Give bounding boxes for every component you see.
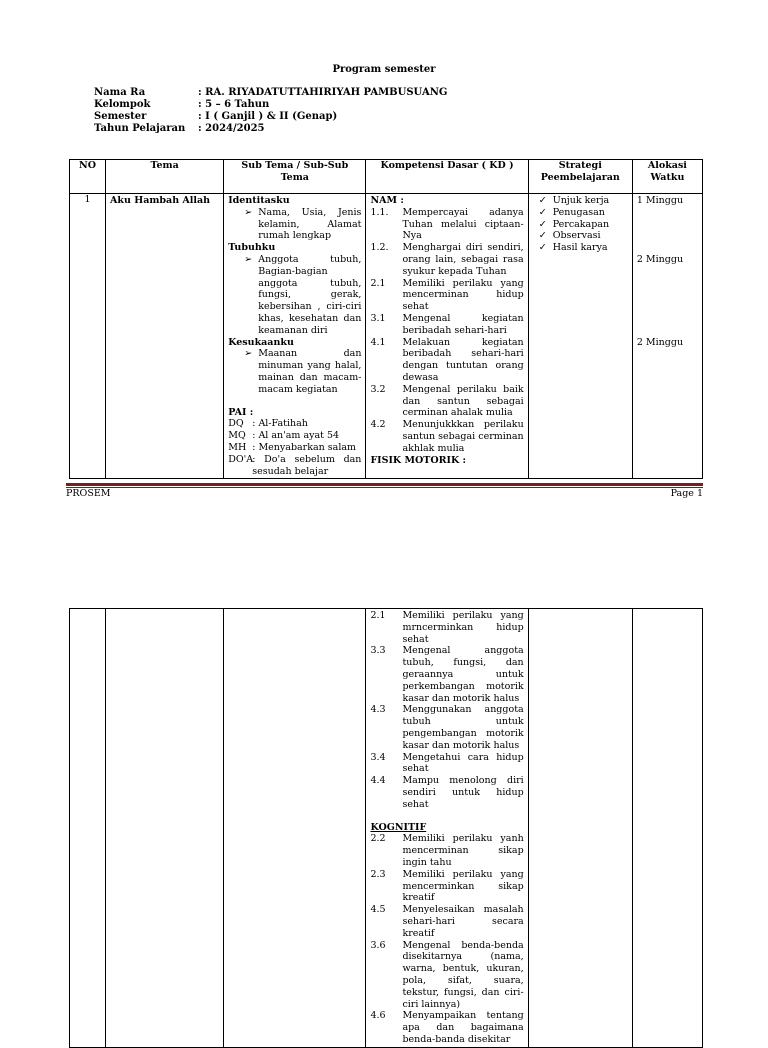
check-icon: ✓ <box>538 206 547 218</box>
document-title: Program semester <box>332 64 436 75</box>
cell-no <box>70 609 106 1048</box>
alokasi-item: 2 Minggu <box>636 254 684 265</box>
info-row-tahun: Tahun Pelajaran : 2024/2025 <box>94 123 265 134</box>
cell-no: 1 <box>70 194 106 479</box>
info-row-nama: Nama Ra : RA. RIYADATUTTAHIRIYAH PAMBUSUANG <box>94 87 448 98</box>
subtema-tubuh-title: Tubuhku <box>228 242 276 254</box>
strategy-item: ✓ Hasil karya <box>529 242 628 254</box>
kd-item: 2.3 Memiliki perilaku yang mencerminkan sikap kreatif <box>370 868 524 904</box>
info-row-kelompok: Kelompok : 5 – 6 Tahun <box>94 99 270 110</box>
kd-nam-title: NAM : <box>370 195 404 206</box>
list-item: ➢ Anggota tubuh, Bagian-bagian anggota tubuh, fungsi, gerak, kebersihan , ciri-ciri khas, kesehatan dan keamanan diri <box>228 254 361 337</box>
table-row <box>70 194 703 479</box>
list-item: ➢ Maanan dan minuman yang halal, mainan dan macam-macam kegiatan <box>228 348 361 395</box>
check-icon: ✓ <box>538 195 547 206</box>
kd-item: 3.2 Mengenal perilaku baik dan santun sebagai cerminan ahalak mulia <box>370 383 524 419</box>
document-page-1 <box>0 0 768 510</box>
table-header-row <box>70 160 703 194</box>
cell-kd <box>366 609 528 1048</box>
cell-strategi <box>528 609 632 1048</box>
strategy-item: ✓ Penugasan <box>529 207 628 219</box>
kd-item: 2.1 Memiliki perilaku yang mencerminan hidup sehat <box>370 277 524 313</box>
header-no: NO <box>70 160 106 194</box>
kd-item: 4.4 Mampu menolong diri sendiri untuk hidup sehat <box>370 775 524 810</box>
kd-item: 3.1 Mengenal kegiatan beribadah sehari-hari <box>370 312 524 336</box>
check-icon: ✓ <box>538 218 547 230</box>
footer-rule-thin <box>66 487 703 488</box>
cell-strategi <box>528 194 632 479</box>
pai-item: DO'A : Do'a sebelum dan sesudah belajar <box>228 453 362 477</box>
cell-tema: Aku Hambah Allah <box>106 194 224 479</box>
alokasi-item: 1 Minggu <box>636 195 684 206</box>
school-info <box>94 87 447 135</box>
cell-subtema <box>224 609 366 1048</box>
kd-item: 4.2 Menunjukkkan perilaku santun sebagai cerminan akhlak mulia <box>370 419 524 454</box>
subtema-identitas-title: Identitasku <box>228 195 290 206</box>
kd-item: 3.4 Mengetahui cara hidup sehat <box>370 751 524 775</box>
table-row <box>70 609 703 1048</box>
header-subtema: Sub Tema / Sub-Sub Tema <box>224 160 366 194</box>
list-item: ➢ Nama, Usia, Jenis kelamin, Alamat rumah lengkap <box>228 207 361 242</box>
cell-alokasi <box>632 194 702 479</box>
kd-item: 1.2. Menghargai diri sendiri, orang lain, sebagai rasa syukur kepada Tuhan <box>370 242 524 277</box>
arrow-bullet-icon: ➢ <box>244 206 253 218</box>
subtema-kesukaan-title: Kesukaanku <box>228 336 294 348</box>
arrow-bullet-icon: ➢ <box>244 348 253 360</box>
program-table <box>69 159 703 479</box>
header-alokasi: Alokasi Watku <box>632 160 702 194</box>
kd-kognitif-title: KOGNITIF <box>370 821 427 833</box>
strategy-item: ✓ Percakapan <box>529 219 628 231</box>
pai-item: MH : Menyabarkan salam <box>228 441 357 453</box>
header-strategi: Strategi Peembelajaran <box>528 160 632 194</box>
pai-title: PAI : <box>228 406 254 418</box>
info-row-semester: Semester : I ( Ganjil ) & II (Genap) <box>94 111 338 122</box>
strategy-item: ✓ Observasi <box>529 230 628 242</box>
pai-item: MQ : Al an'am ayat 54 <box>228 430 340 442</box>
strategy-item: ✓ Unjuk kerja <box>529 195 628 207</box>
footer-label: PROSEM <box>66 488 111 499</box>
kd-fisik-title: FISIK MOTORIK : <box>370 454 467 466</box>
kd-item: 2.1 Memiliki perilaku yang mrncerminkan hidup sehat <box>370 610 524 645</box>
cell-kd <box>366 194 528 479</box>
cell-subtema <box>224 194 366 479</box>
check-icon: ✓ <box>538 242 547 254</box>
kd-item: 2.2 Memiliki perilaku yanh mencerminan sikap ingin tahu <box>370 833 524 868</box>
header-tema: Tema <box>106 160 224 194</box>
cell-alokasi <box>632 609 702 1048</box>
pai-item: DQ : Al-Fatihah <box>228 418 308 430</box>
alokasi-item: 2 Minggu <box>636 337 684 348</box>
kd-item: 4.1 Melakuan kegiatan beribadah sehari-hari dengan tuntutan orang dewasa <box>370 336 524 383</box>
cell-tema <box>106 609 224 1048</box>
page-gap <box>0 510 768 600</box>
page-number: Page 1 <box>670 488 703 499</box>
header-kd: Kompetensi Dasar ( KD ) <box>366 160 528 194</box>
kd-item: 4.3 Menggunakan anggota tubuh untuk pengembangan motorik kasar dan motorik halus <box>370 704 524 751</box>
check-icon: ✓ <box>538 230 547 242</box>
kd-item: 3.3 Mengenal anggota tubuh, fungsi, dan geraannya untuk perkembangan motorik kasar dan motorik halus <box>370 645 524 704</box>
arrow-bullet-icon: ➢ <box>244 253 253 265</box>
program-table-continued <box>69 608 703 1048</box>
kd-item: 1.1. Mempercayai adanya Tuhan melalui ciptaan-Nya <box>370 206 524 242</box>
kd-item: 4.5 Menyelesaikan masalah sehari-hari secara kreatif <box>370 904 524 939</box>
footer-rule <box>66 483 703 486</box>
kd-item: 3.6 Mengenal benda-benda disekitarnya (nama, warna, bentuk, ukuran, pola, sifat, suara, tekstur, fungsi, dan ciri-ciri lainnya) <box>370 939 524 1010</box>
kd-item: 4.6 Menyampaikan tentang apa dan bagaimana benda-banda disekitar <box>370 1010 524 1045</box>
